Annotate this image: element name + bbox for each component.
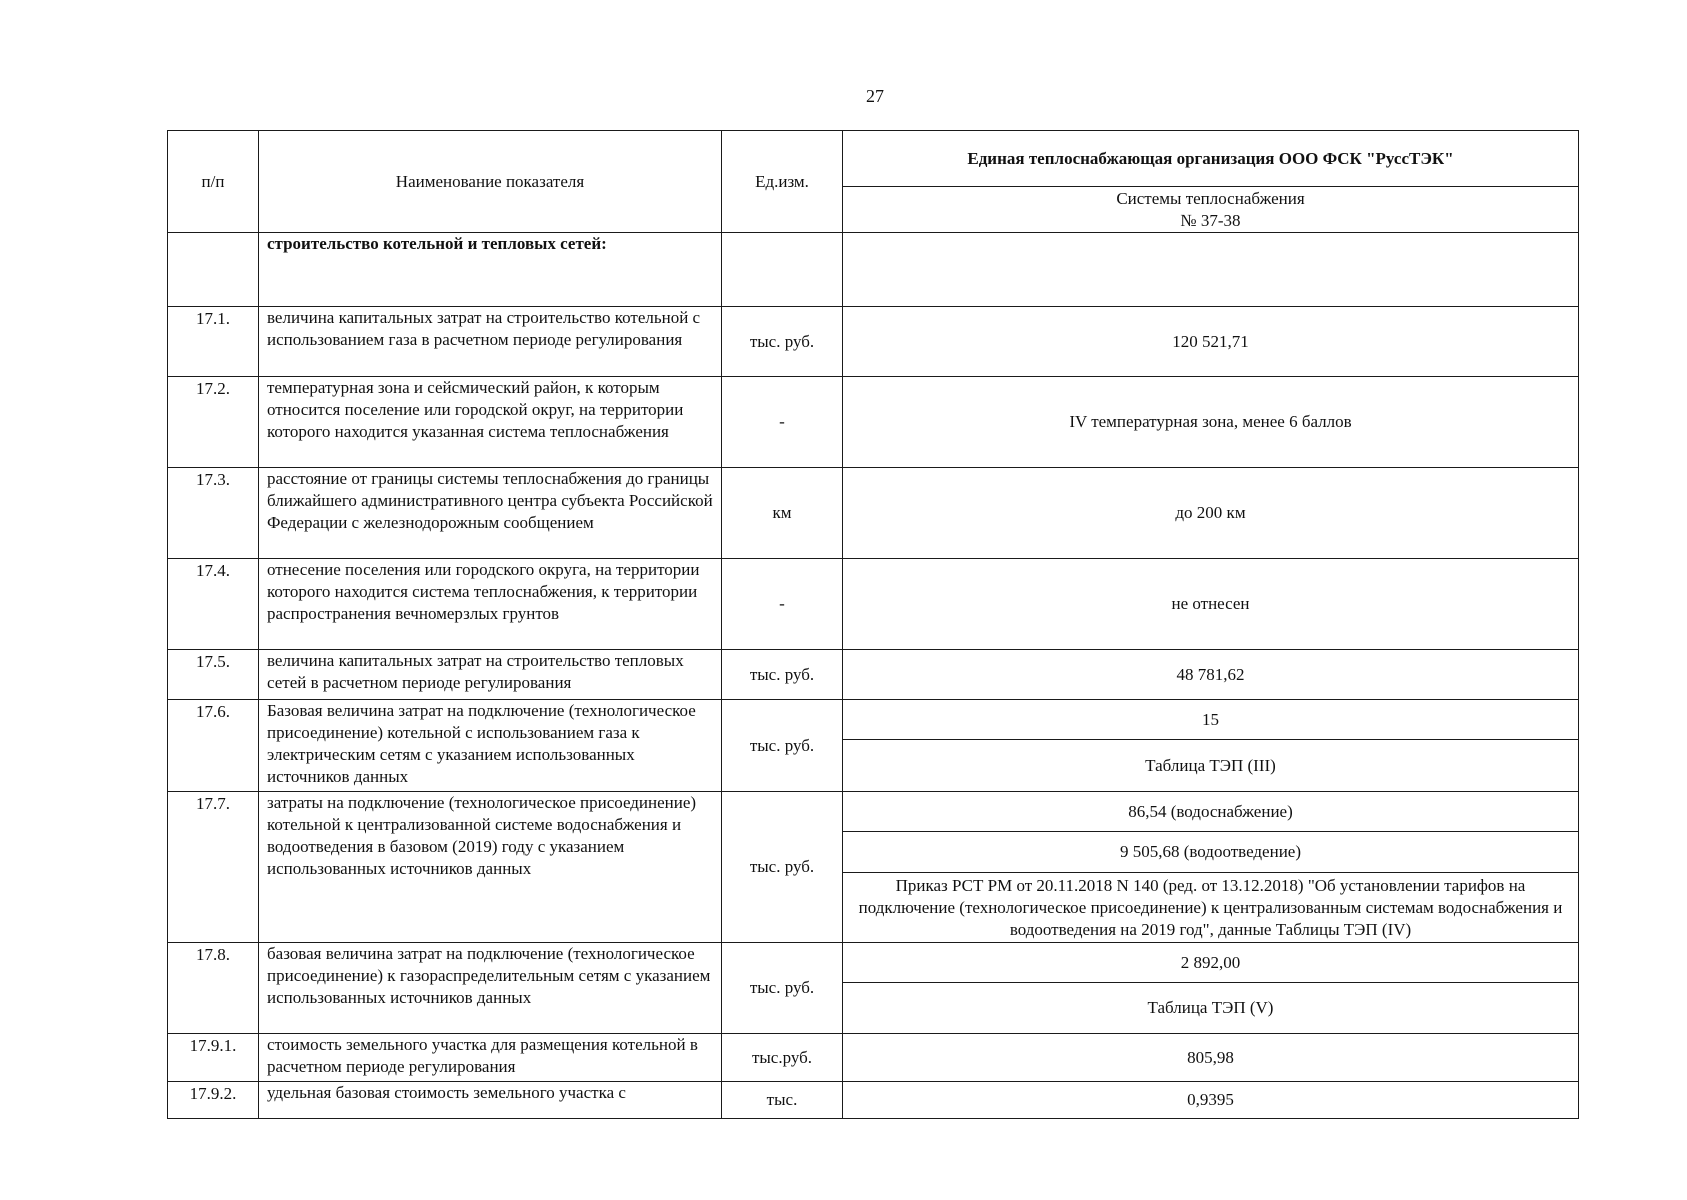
row-name: Базовая величина затрат на подключение (технологическое присоединение) котельной с использованием газа к электрическим сетям с указанием использованных источников данных <box>259 700 722 792</box>
row-unit: тыс. руб. <box>722 700 843 792</box>
row-name: температурная зона и сейсмический район, к которым относится поселение или городской округ, на территории которого находится указанная система теплоснабжения <box>259 377 722 468</box>
table-row <box>168 468 1579 559</box>
row-value: 120 521,71 <box>843 307 1579 377</box>
row-num: 17.9.1. <box>168 1034 259 1082</box>
row-unit: км <box>722 468 843 559</box>
table-row <box>168 792 1579 832</box>
row-unit: тыс. <box>722 1082 843 1119</box>
row-value: не отнесен <box>843 559 1579 650</box>
row-num: 17.5. <box>168 650 259 700</box>
row-source: Приказ РСТ РМ от 20.11.2018 N 140 (ред. от 13.12.2018) "Об установлении тарифов на подключение (технологическое присоединение) к централизованным системам водоснабжения и водоотведения на 2019 год", данные Таблицы ТЭП (IV) <box>843 873 1579 943</box>
table-row <box>168 1034 1579 1082</box>
section-title: строительство котельной и тепловых сетей: <box>259 233 722 307</box>
header-row <box>168 131 1579 187</box>
section-num <box>168 233 259 307</box>
row-num: 17.2. <box>168 377 259 468</box>
row-name: затраты на подключение (технологическое присоединение) котельной к централизованной системе водоснабжения и водоотведения в базовом (2019) году с указанием использованных источников данных <box>259 792 722 943</box>
header-org-title: Единая теплоснабжающая организация ООО ФСК "РуссТЭК" <box>843 131 1579 187</box>
row-name: базовая величина затрат на подключение (технологическое присоединение) к газораспределительным сетям с указанием использованных источников данных <box>259 943 722 1034</box>
row-num: 17.7. <box>168 792 259 943</box>
row-num: 17.3. <box>168 468 259 559</box>
row-unit: тыс.руб. <box>722 1034 843 1082</box>
table-row <box>168 1082 1579 1119</box>
row-name: величина капитальных затрат на строительство тепловых сетей в расчетном периоде регулирования <box>259 650 722 700</box>
table-row <box>168 559 1579 650</box>
table-row <box>168 377 1579 468</box>
header-systems-line1: Системы теплоснабжения <box>1116 188 1305 208</box>
header-systems-line2: № 37-38 <box>1180 210 1241 230</box>
row-unit: тыс. руб. <box>722 792 843 943</box>
row-num: 17.4. <box>168 559 259 650</box>
table-row <box>168 943 1579 983</box>
row-num: 17.9.2. <box>168 1082 259 1119</box>
table-row <box>168 307 1579 377</box>
row-name: отнесение поселения или городского округа, на территории которого находится система теплоснабжения, к территории распространения вечномерзлых грунтов <box>259 559 722 650</box>
row-value: 805,98 <box>843 1034 1579 1082</box>
row-value: 2 892,00 <box>843 943 1579 983</box>
row-unit: - <box>722 377 843 468</box>
row-unit: тыс. руб. <box>722 650 843 700</box>
header-name: Наименование показателя <box>259 131 722 233</box>
row-num: 17.6. <box>168 700 259 792</box>
row-source: Таблица ТЭП (V) <box>843 983 1579 1034</box>
table-row <box>168 650 1579 700</box>
row-value: 86,54 (водоснабжение) <box>843 792 1579 832</box>
row-value: 15 <box>843 700 1579 740</box>
header-num: п/п <box>168 131 259 233</box>
row-value: IV температурная зона, менее 6 баллов <box>843 377 1579 468</box>
row-name: расстояние от границы системы теплоснабжения до границы ближайшего административного центра субъекта Российской Федерации с железнодорожным сообщением <box>259 468 722 559</box>
row-num: 17.8. <box>168 943 259 1034</box>
section-row <box>168 233 1579 307</box>
header-unit: Ед.изм. <box>722 131 843 233</box>
row-name: стоимость земельного участка для размещения котельной в расчетном периоде регулирования <box>259 1034 722 1082</box>
row-name: удельная базовая стоимость земельного участка с <box>259 1082 722 1119</box>
page-number: 27 <box>866 86 884 106</box>
row-source: Таблица ТЭП (III) <box>843 740 1579 792</box>
row-unit: тыс. руб. <box>722 307 843 377</box>
indicators-table <box>167 130 1579 1119</box>
row-value: 48 781,62 <box>843 650 1579 700</box>
section-value <box>843 233 1579 307</box>
row-name: величина капитальных затрат на строительство котельной с использованием газа в расчетном периоде регулирования <box>259 307 722 377</box>
row-value: 0,9395 <box>843 1082 1579 1119</box>
row-value: 9 505,68 (водоотведение) <box>843 832 1579 873</box>
section-unit <box>722 233 843 307</box>
row-unit: - <box>722 559 843 650</box>
row-unit: тыс. руб. <box>722 943 843 1034</box>
row-value: до 200 км <box>843 468 1579 559</box>
header-systems <box>843 187 1579 233</box>
table-row <box>168 700 1579 740</box>
row-num: 17.1. <box>168 307 259 377</box>
